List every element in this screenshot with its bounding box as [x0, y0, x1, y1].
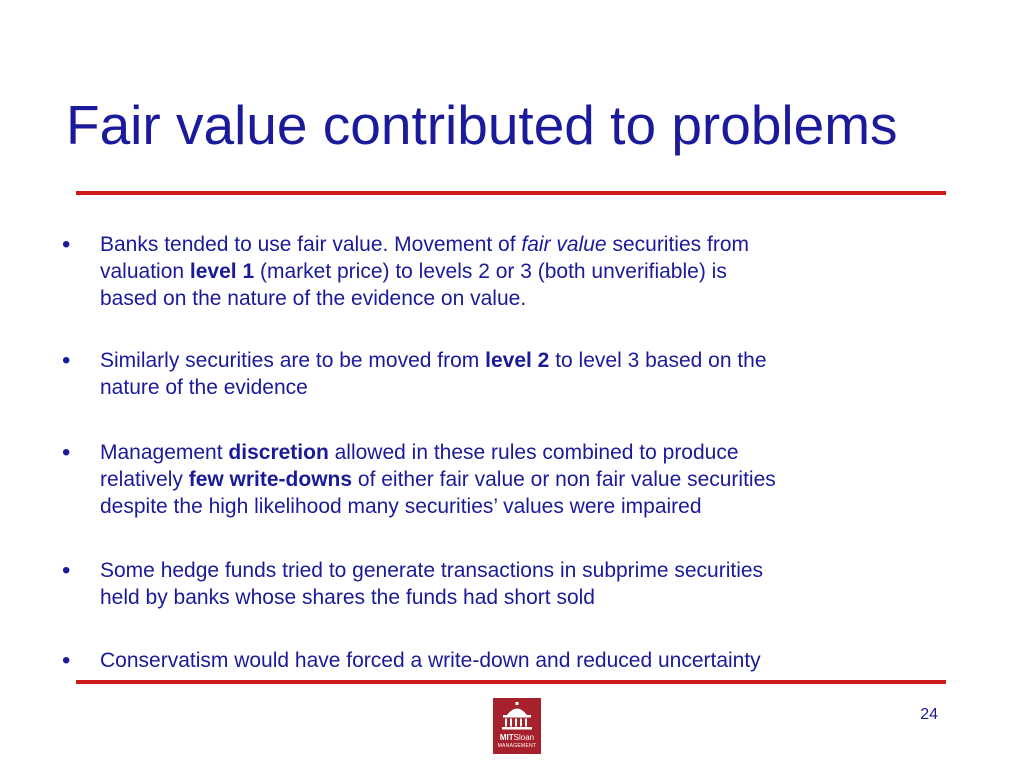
bullet-text — [100, 647, 982, 674]
bullet-text — [100, 231, 982, 312]
bullet-text — [100, 557, 982, 611]
emphasis-text: discretion — [228, 441, 329, 464]
bullet-text — [100, 439, 982, 520]
footer-divider — [76, 680, 946, 684]
logo-wordmark — [493, 733, 541, 742]
bullet-dot: • — [62, 647, 71, 674]
text-segment: allowed in these rules combined to produce — [328, 441, 739, 464]
text-segment: despite the high likelihood many securities’ values were impaired — [100, 495, 702, 518]
text-segment: of either fair value or non fair value securities — [352, 468, 776, 491]
logo-mit-text: MIT — [499, 733, 514, 742]
page-number: 24 — [920, 706, 938, 723]
text-segment: to level 3 based on the — [549, 349, 767, 372]
text-segment: Banks tended to use fair value. Movement of — [100, 233, 522, 256]
text-segment: valuation — [100, 260, 190, 283]
bullet-text — [100, 347, 982, 401]
logo-management-text: MANAGEMENT — [497, 743, 537, 749]
mit-dome-icon — [493, 698, 541, 734]
logo-sloan-text: Sloan — [513, 733, 535, 742]
text-segment: securities from — [606, 233, 749, 256]
emphasis-text: fair value — [521, 233, 607, 256]
bullet-dot: • — [62, 347, 71, 374]
text-segment: (market price) to levels 2 or 3 (both unverifiable) is — [254, 260, 727, 283]
text-segment: Conservatism would have forced a write-down and reduced uncertainty — [100, 649, 761, 672]
slide-title: Fair value contributed to problems — [66, 94, 898, 156]
text-segment: relatively — [100, 468, 189, 491]
text-segment: Some hedge funds tried to generate transactions in subprime securities — [100, 559, 764, 582]
emphasis-text: level 1 — [189, 260, 255, 283]
emphasis-text: level 2 — [485, 349, 550, 372]
mit-sloan-logo — [493, 698, 541, 754]
bullet-dot: • — [62, 557, 71, 584]
text-segment: based on the nature of the evidence on value. — [100, 287, 527, 310]
title-divider — [76, 191, 946, 195]
emphasis-text: few write-downs — [188, 468, 353, 491]
bullet-dot: • — [62, 231, 71, 258]
text-segment: held by banks whose shares the funds had short sold — [100, 586, 595, 609]
text-segment: Management — [100, 441, 229, 464]
text-segment: nature of the evidence — [100, 376, 308, 399]
bullet-dot: • — [62, 439, 71, 466]
text-segment: Similarly securities are to be moved from — [100, 349, 486, 372]
